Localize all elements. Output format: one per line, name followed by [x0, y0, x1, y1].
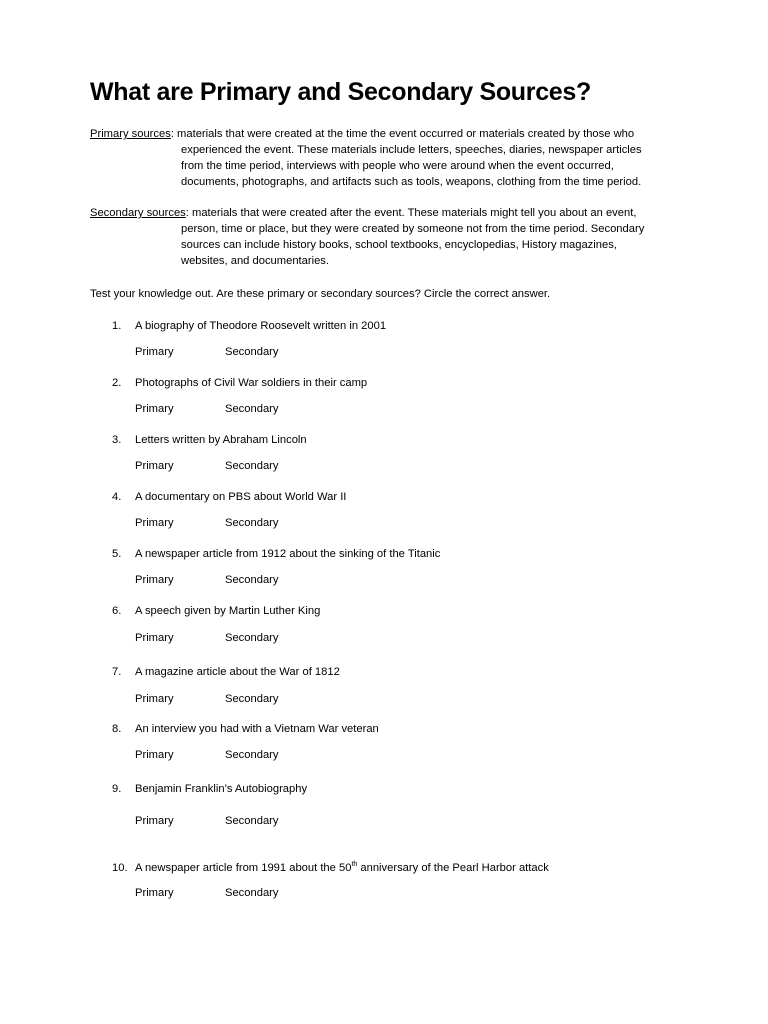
ordinal-suffix: th: [351, 861, 358, 868]
definition-line: documents, photographs, and artifacts such as tools, weapons, clothing from the time period.: [181, 176, 642, 188]
option-primary[interactable]: Primary: [135, 346, 174, 358]
page-title: What are Primary and Secondary Sources?: [90, 78, 591, 106]
option-primary[interactable]: Primary: [135, 517, 174, 529]
question-text: Benjamin Franklin’s Autobiography: [135, 783, 308, 795]
question-9: [112, 781, 308, 827]
option-primary[interactable]: Primary: [135, 632, 174, 644]
question-text: Letters written by Abraham Lincoln: [135, 434, 307, 446]
question-2: [112, 375, 368, 415]
question-number: 6.: [112, 605, 122, 617]
option-secondary[interactable]: Secondary: [225, 574, 279, 586]
question-1: [112, 318, 387, 358]
question-text: A speech given by Martin Luther King: [135, 605, 321, 617]
question-number: 3.: [112, 434, 122, 446]
option-secondary[interactable]: Secondary: [225, 346, 279, 358]
option-secondary[interactable]: Secondary: [225, 632, 279, 644]
instructions: Test your knowledge out. Are these primary or secondary sources? Circle the correct answer.: [90, 288, 551, 300]
primary-sources-definition: [90, 126, 642, 190]
question-text: An interview you had with a Vietnam War veteran: [135, 723, 379, 735]
question-text: A newspaper article from 1912 about the sinking of the Titanic: [135, 548, 441, 560]
question-text: A documentary on PBS about World War II: [135, 491, 347, 503]
option-primary[interactable]: Primary: [135, 574, 174, 586]
option-secondary[interactable]: Secondary: [225, 749, 279, 761]
definition-line: [90, 205, 644, 221]
secondary-sources-definition: [90, 205, 644, 269]
question-3: [112, 432, 307, 472]
definition-line: from the time period, interviews with people who were around when the event occurred,: [181, 160, 614, 172]
definition-line: experienced the event. These materials include letters, speeches, diaries, newspaper articles: [181, 144, 642, 156]
question-number: 10.: [112, 862, 128, 874]
definition-text: : materials that were created at the time the event occurred or materials created by those who: [170, 128, 635, 140]
question-number: 4.: [112, 491, 122, 503]
definition-line: sources can include history books, school textbooks, encyclopedias, History magazines,: [181, 239, 617, 251]
question-number: 1.: [112, 320, 122, 332]
question-text: Photographs of Civil War soldiers in their camp: [135, 377, 368, 389]
definition-line: websites, and documentaries.: [181, 255, 330, 267]
question-text: A biography of Theodore Roosevelt written in 2001: [135, 320, 387, 332]
option-secondary[interactable]: Secondary: [225, 815, 279, 827]
question-number: 9.: [112, 783, 122, 795]
question-5: [112, 546, 441, 586]
question-number: 8.: [112, 723, 122, 735]
question-number: 2.: [112, 377, 122, 389]
question-7: [112, 664, 340, 705]
question-text-start: A newspaper article from 1991 about the 50: [135, 862, 352, 874]
question-10: [112, 860, 549, 899]
question-text-end: anniversary of the Pearl Harbor attack: [357, 862, 549, 874]
option-secondary[interactable]: Secondary: [225, 517, 279, 529]
option-primary[interactable]: Primary: [135, 815, 174, 827]
question-number: 5.: [112, 548, 122, 560]
option-primary[interactable]: Primary: [135, 887, 174, 899]
secondary-sources-term: Secondary sources: [90, 207, 186, 219]
option-primary[interactable]: Primary: [135, 749, 174, 761]
option-secondary[interactable]: Secondary: [225, 403, 279, 415]
question-text: A magazine article about the War of 1812: [135, 666, 340, 678]
option-secondary[interactable]: Secondary: [225, 693, 279, 705]
option-secondary[interactable]: Secondary: [225, 460, 279, 472]
option-secondary[interactable]: Secondary: [225, 887, 279, 899]
question-4: [112, 489, 347, 529]
definition-line: [90, 126, 642, 142]
question-8: [112, 721, 379, 761]
option-primary[interactable]: Primary: [135, 460, 174, 472]
question-number: 7.: [112, 666, 122, 678]
question-6: [112, 603, 321, 644]
option-primary[interactable]: Primary: [135, 403, 174, 415]
option-primary[interactable]: Primary: [135, 693, 174, 705]
definition-text: : materials that were created after the event. These materials might tell you about an event,: [185, 207, 637, 219]
definition-line: person, time or place, but they were created by someone not from the time period. Secondary: [181, 223, 645, 235]
primary-sources-term: Primary sources: [90, 128, 171, 140]
